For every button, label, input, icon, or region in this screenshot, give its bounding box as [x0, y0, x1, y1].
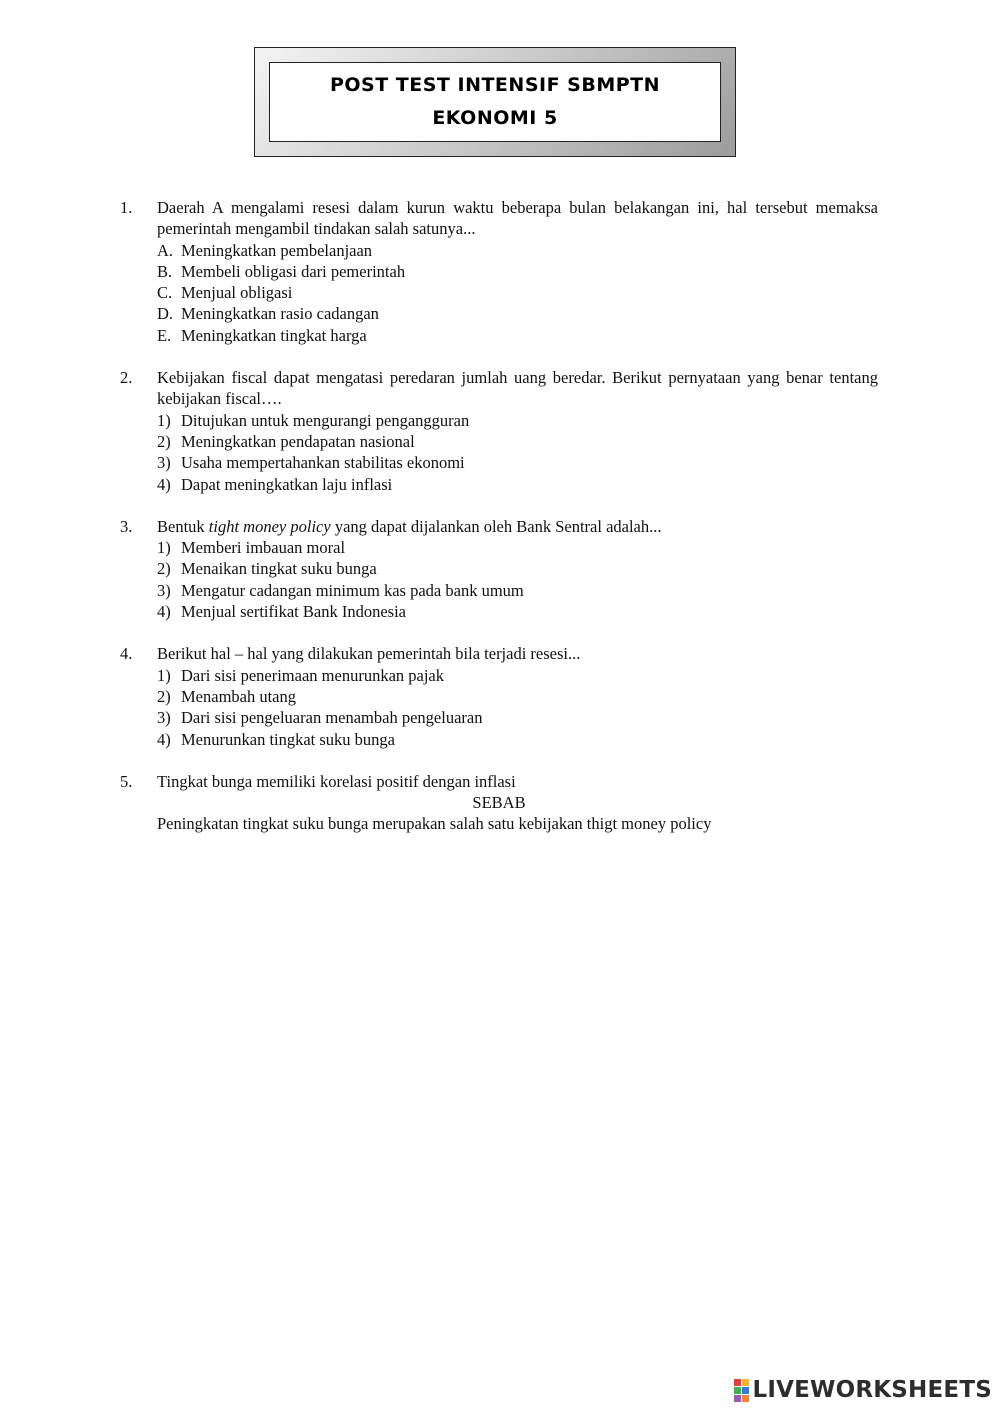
- answer-option: [157, 325, 878, 346]
- answer-option: [157, 707, 878, 728]
- option-text: Usaha mempertahankan stabilitas ekonomi: [181, 453, 465, 473]
- logo-square: [734, 1395, 741, 1402]
- question-text: Berikut hal – hal yang dilakukan pemerintah bila terjadi resesi...: [157, 644, 581, 664]
- option-label: D.: [157, 304, 174, 324]
- option-label: 4): [157, 474, 171, 494]
- option-label: 3): [157, 580, 171, 600]
- option-label: 1): [157, 665, 171, 685]
- option-label: 3): [157, 708, 171, 728]
- question-2: [120, 367, 878, 495]
- option-text: Mengatur cadangan minimum kas pada bank umum: [181, 580, 524, 600]
- question-list: [120, 197, 878, 856]
- answer-option: [157, 601, 878, 622]
- option-text: Menjual obligasi: [181, 283, 293, 303]
- option-label: 2): [157, 686, 171, 706]
- answer-option: [157, 452, 878, 473]
- page-title: POST TEST INTENSIF SBMPTN: [329, 74, 661, 96]
- question-1: [120, 197, 878, 346]
- option-text: Menaikan tingkat suku bunga: [181, 559, 377, 579]
- option-text: Memberi imbauan moral: [181, 538, 346, 558]
- title-frame: [254, 47, 736, 157]
- logo-square: [734, 1387, 741, 1394]
- option-text: Dapat meningkatkan laju inflasi: [181, 474, 393, 494]
- question-number: 4.: [120, 644, 133, 664]
- answer-option: [157, 729, 878, 750]
- option-text: Menjual sertifikat Bank Indonesia: [181, 602, 406, 622]
- option-label: B.: [157, 261, 173, 281]
- footer-brand: [734, 1376, 992, 1404]
- option-text: Dari sisi pengeluaran menambah pengeluaran: [181, 708, 483, 728]
- answer-option: [157, 686, 878, 707]
- option-label: E.: [157, 325, 172, 345]
- question-number: 3.: [120, 516, 133, 536]
- option-label: C.: [157, 283, 173, 303]
- answer-option: [157, 261, 878, 282]
- option-label: 3): [157, 453, 171, 473]
- answer-option: [157, 474, 878, 495]
- question-5: [120, 771, 878, 835]
- option-label: 1): [157, 410, 171, 430]
- liveworksheets-logo-icon: [734, 1379, 749, 1402]
- question-number: 1.: [120, 198, 133, 217]
- question-reason: Peningkatan tingkat suku bunga merupakan salah satu kebijakan thigt money policy: [157, 814, 712, 834]
- option-label: 1): [157, 538, 171, 558]
- question-text: [157, 516, 878, 537]
- option-text: Ditujukan untuk mengurangi pengangguran: [181, 410, 470, 430]
- question-number: 5.: [120, 771, 133, 791]
- answer-option: [157, 303, 878, 324]
- question-text: Daerah A mengalami resesi dalam kurun waktu beberapa bulan belakangan ini, hal tersebut memaksa pemerintah mengambil tindakan salah satunya...: [157, 198, 878, 239]
- answer-option: [157, 580, 878, 601]
- answer-option: [157, 537, 878, 558]
- option-text: Meningkatkan pembelanjaan: [181, 240, 373, 260]
- question-term-italic: tight money policy: [208, 516, 331, 536]
- option-label: 4): [157, 602, 171, 622]
- option-label: 4): [157, 729, 171, 749]
- question-connector: SEBAB: [472, 793, 526, 813]
- logo-square: [742, 1395, 749, 1402]
- page-subtitle: EKONOMI 5: [432, 107, 558, 129]
- option-label: 2): [157, 559, 171, 579]
- option-label: A.: [157, 240, 174, 260]
- logo-square: [742, 1387, 749, 1394]
- footer-brand-text: LIVEWORKSHEETS: [752, 1377, 992, 1403]
- answer-option: [157, 410, 878, 431]
- question-3: [120, 516, 878, 622]
- answer-option: [157, 665, 878, 686]
- logo-square: [742, 1379, 749, 1386]
- question-text-end: yang dapat dijalankan oleh Bank Sentral adalah...: [330, 516, 662, 536]
- option-label: 2): [157, 431, 171, 451]
- question-statement: Tingkat bunga memiliki korelasi positif dengan inflasi: [157, 771, 516, 791]
- answer-option: [157, 431, 878, 452]
- option-text: Membeli obligasi dari pemerintah: [181, 261, 406, 281]
- logo-square: [734, 1379, 741, 1386]
- question-number: 2.: [120, 368, 133, 388]
- title-box: [269, 62, 721, 142]
- option-text: Meningkatkan rasio cadangan: [181, 304, 379, 324]
- option-text: Menambah utang: [181, 686, 297, 706]
- option-text: Meningkatkan pendapatan nasional: [181, 431, 415, 451]
- question-text-start: Bentuk: [157, 516, 209, 536]
- answer-option: [157, 282, 878, 303]
- question-4: [120, 643, 878, 749]
- question-text: Kebijakan fiscal dapat mengatasi peredaran jumlah uang beredar. Berikut pernyataan yang benar tentang kebijakan fiscal….: [157, 368, 878, 409]
- option-text: Meningkatkan tingkat harga: [181, 325, 367, 345]
- answer-option: [157, 558, 878, 579]
- option-text: Dari sisi penerimaan menurunkan pajak: [181, 665, 444, 685]
- option-text: Menurunkan tingkat suku bunga: [181, 729, 396, 749]
- answer-option: [157, 240, 878, 261]
